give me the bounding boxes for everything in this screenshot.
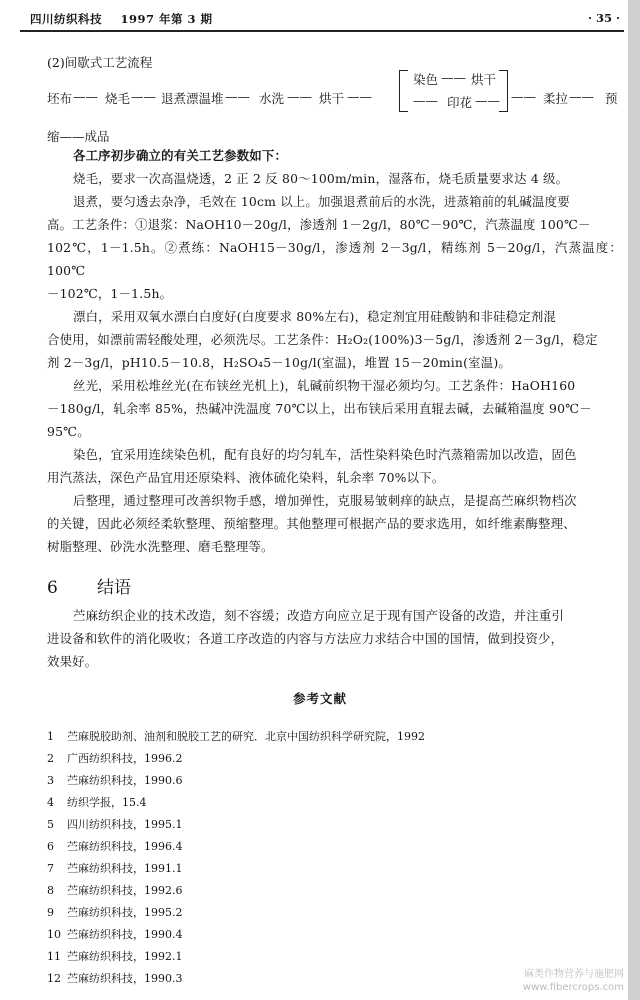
page-number: · 35 ·: [587, 11, 620, 25]
reference-item: [47, 860, 183, 876]
reference-item: [47, 970, 183, 986]
flow-arrow: ——: [569, 89, 594, 104]
section-heading: [47, 573, 131, 598]
reference-text: 苎麻纺织科技，1996.4: [67, 840, 183, 853]
reference-text: 苎麻纺织科技，1990.4: [67, 928, 183, 941]
reference-text: 四川纺织科技，1995.1: [67, 818, 183, 831]
flow-step-singeing: 烧毛: [105, 91, 131, 106]
flow-arrow: ——: [347, 89, 372, 104]
flow-arrow: ——: [225, 89, 250, 104]
paragraph-mercerize-line: －180g/l，轧余率 85%，热碱冲洗温度 70℃以上，出布铗后采用直辊去碱，去碱箱温度 90℃－: [47, 401, 592, 416]
reference-number: 7: [47, 862, 54, 875]
branch-bracket-right: [499, 70, 508, 112]
flow-arrow: ——: [475, 93, 500, 108]
reference-number: 12: [47, 972, 61, 985]
paragraph-finishing-line: 的关键，因此必须经柔软整理、预缩整理。其他整理可根据产品的要求选用，如纤维素酶整理、: [47, 516, 576, 531]
paragraph-dyeing-line: 染色，宜采用连续染色机，配有良好的均匀轧车，活性染料染色时汽蒸箱需加以改造，固色: [73, 447, 577, 462]
flow-arrow: ——: [131, 89, 156, 104]
branch-bracket-left: [399, 70, 408, 112]
flow-step-preshrink-start: 预: [605, 91, 618, 106]
flow-arrow: ——: [287, 89, 312, 104]
flow-step-printing: 印花: [447, 95, 473, 110]
flow-step-dry: 烘干: [319, 91, 345, 106]
paragraph-finishing-line: 后整理，通过整理可改善织物手感，增加弹性，克服易皱刺痒的缺点，是提高苎麻织物档次: [73, 493, 577, 508]
reference-item: [47, 794, 147, 810]
flow-step-soft-stenter: 柔拉: [543, 91, 569, 106]
flow-step-dyeing: 染色: [413, 72, 439, 87]
header-left: [30, 11, 227, 27]
paragraph-mercerize-line: 丝光，采用松堆丝光(在布铗丝光机上)，轧碱前织物干湿必须均匀。工艺条件：HaOH160: [73, 378, 576, 393]
reference-number: 5: [47, 818, 54, 831]
subsection-title: (2)间歇式工艺流程: [47, 55, 153, 70]
paragraph-dyeing-line: 用汽蒸法，深色产品宜用还原染料、液体硫化染料，轧余率 70%以下。: [47, 470, 445, 485]
watermark: [523, 968, 624, 994]
paragraph-finishing-line: 树脂整理、砂洗水洗整理、磨毛整理等。: [47, 539, 274, 554]
paragraph-desize-line: 退煮，要匀透去杂净，毛效在 10cm 以上。加强退煮前后的水洗，进蒸箱前的轧碱温度要: [73, 194, 570, 209]
paragraph-singeing: 烧毛，要求一次高温烧透，2 正 2 反 80～100m/min，湿落布，烧毛质量要求达 4 级。: [73, 171, 569, 186]
flow-step-grey-cloth: 坯布: [47, 91, 73, 106]
reference-item: [47, 772, 183, 788]
reference-item: [47, 948, 183, 964]
section-number: 6: [47, 578, 58, 598]
reference-item: [47, 904, 183, 920]
paragraph-bleach-line: 合使用，如漂前需轻酸处理，必须洗尽。工艺条件：H₂O₂(100%)3－5g/l，渗透剂 2－3g/l，稳定: [47, 332, 598, 347]
reference-item: [47, 838, 183, 854]
reference-text: 苎麻纺织科技，1992.6: [67, 884, 183, 897]
body-text: [47, 144, 622, 558]
reference-number: 8: [47, 884, 54, 897]
conclusion-line: 进设备和软件的消化吸收；各道工序改造的内容与方法应力求结合中国的国情，做到投资少，: [47, 631, 564, 646]
watermark-line: www.fibercrops.com: [522, 982, 624, 993]
flow-arrow: ——: [59, 129, 85, 144]
reference-item: [47, 750, 183, 766]
reference-item: [47, 728, 425, 744]
reference-text: 苎麻纺织科技，1990.6: [67, 774, 183, 787]
reference-text: 纺织学报，15.4: [67, 796, 147, 809]
paragraph-intro: 各工序初步确立的有关工艺参数如下：: [73, 148, 288, 163]
reference-text: 苎麻纺织科技，1992.1: [67, 950, 183, 963]
reference-number: 9: [47, 906, 54, 919]
reference-text: 苎麻纺织科技，1990.3: [67, 972, 183, 985]
reference-item: [47, 882, 183, 898]
paragraph-mercerize-line: 95℃。: [47, 424, 90, 439]
reference-number: 6: [47, 840, 54, 853]
reference-item: [47, 926, 183, 942]
flow-step-finished: 成品: [84, 129, 110, 144]
reference-text: 苎麻脱胶助剂、油剂和脱胶工艺的研究．北京中国纺织科学研究院，1992: [67, 730, 425, 743]
flow-step-dry-2: 烘干: [471, 72, 497, 87]
flow-arrow: ——: [441, 70, 466, 85]
paragraph-desize-line: 高。工艺条件：①退浆：NaOH10－20g/l，渗透剂 1－2g/l，80℃－90℃，汽蒸温度 100℃－: [47, 217, 591, 232]
references-title: 参考文献: [292, 691, 347, 706]
paragraph-bleach-line: 剂 2－3g/l，pH10.5－10.8，H₂SO₄5－10g/l(室温)，堆置 15－20min(室温)。: [47, 355, 511, 370]
watermark-line: 麻类作物营养与施肥网: [524, 969, 624, 980]
reference-text: 苎麻纺织科技，1991.1: [67, 862, 183, 875]
flow-arrow: ——: [73, 89, 98, 104]
header-rule: [20, 30, 624, 32]
reference-number: 11: [47, 950, 61, 963]
reference-text: 广西纺织科技，1996.2: [67, 752, 183, 765]
conclusion-text: [47, 604, 622, 673]
process-flow-diagram: [47, 70, 627, 127]
paragraph-bleach-line: 漂白，采用双氧水漂白白度好(白度要求 80%左右)，稳定剂宜用硅酸钠和非硅稳定剂混: [73, 309, 557, 324]
section-title: 结语: [97, 578, 131, 598]
flow-arrow: ——: [413, 93, 438, 108]
reference-number: 1: [47, 730, 54, 743]
flow-step-wash: 水洗: [259, 91, 285, 106]
paragraph-desize-line: －102℃，1－1.5h。: [47, 286, 173, 301]
journal-name: 四川纺织科技: [30, 12, 102, 26]
page-edge-shadow: [628, 0, 640, 1000]
flow-step-desize-scour-bleach: 退煮漂温堆: [161, 91, 224, 106]
conclusion-line: 苎麻纺织企业的技术改造，刻不容缓；改造方向应立足于现有国产设备的改造，并注重引: [73, 608, 565, 623]
flow-arrow: ——: [511, 89, 536, 104]
reference-number: 10: [47, 928, 61, 941]
reference-number: 2: [47, 752, 54, 765]
flow-line-2: [47, 127, 622, 145]
flow-step-preshrink-end: 缩: [47, 129, 60, 144]
reference-number: 4: [47, 796, 54, 809]
reference-text: 苎麻纺织科技，1995.2: [67, 906, 183, 919]
conclusion-line: 效果好。: [47, 654, 98, 669]
paragraph-desize-line: 102℃，1－1.5h。②煮练：NaOH15－30g/l，渗透剂 2－3g/l，精练剂 5－20g/l，汽蒸温度：100℃: [47, 240, 622, 278]
running-header: [30, 8, 620, 28]
reference-number: 3: [47, 774, 54, 787]
issue-info: 1997 年第 3 期: [120, 12, 213, 26]
reference-item: [47, 816, 183, 832]
